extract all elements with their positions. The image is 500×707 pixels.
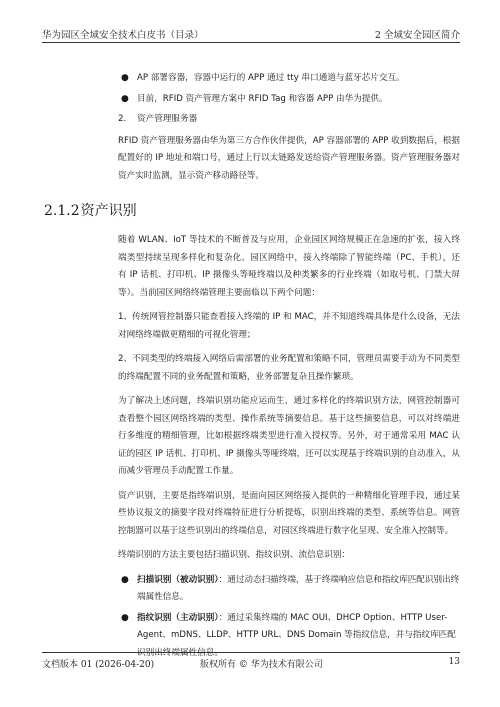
- list-item: [118, 610, 460, 663]
- method-name: 扫描识别（被动识别）: [137, 574, 219, 585]
- page-footer: [42, 657, 460, 671]
- footer-doc-version: 文档版本 01 (2026-04-20): [42, 660, 155, 670]
- header-divider: [42, 42, 460, 43]
- numbered-item: [118, 111, 460, 129]
- top-bullet-list: [118, 70, 460, 108]
- method-description: ：通过采集终端的 MAC OUI、DHCP Option、HTTP User-Agent、mDNS、LLDP、HTTP URL、DNS Domain 等指纹信息，并与指纹库匹配识别出终端属性信息。: [137, 612, 456, 658]
- section-heading: [44, 201, 460, 221]
- paragraph-asset-identification: 资产识别，主要是指终端识别，是面向园区网络接入提供的一种精细化管理手段，通过某些协议报文的摘要字段对终端特征进行分析提炼，识别出终端的类型、系统等信息。网管控制器可以基于这些识别出的终端信息，对园区终端进行数字化呈现、安全准入控制等。: [118, 490, 460, 536]
- section-number: 2.1.2: [44, 203, 80, 219]
- paragraph-problem-1: 1、传统网管控制器只能查看接入终端的 IP 和 MAC，并不知道终端具体是什么设备，无法对网络终端做更精细的可视化管理；: [118, 312, 460, 340]
- paragraph-methods-intro: 终端识别的方法主要包括扫描识别、指纹识别、流信息识别：: [118, 550, 351, 560]
- method-description: ：通过动态扫描终端，基于终端响应信息和指纹库匹配识别出终端属性信息。: [137, 574, 460, 602]
- list-item: [118, 572, 460, 607]
- item-number: 2.: [118, 114, 127, 124]
- bullet-icon: ●: [121, 73, 129, 83]
- header-doc-title: 华为园区全域安全技术白皮书（目录）: [42, 30, 204, 41]
- paragraph-solution: 为了解决上述问题，终端识别功能应运而生，通过多样化的终端识别方法，网管控制器可查看整个园区网络终端的类型、操作系统等摘要信息。基于这些摘要信息，可以对终端进行多维度的精细管理，比如根据终端类型进行准入授权等。另外，对于通常采用 MAC 认证的园区 IP 话机、打印机、IP 摄像头等哑终端，还可以实现基于终端识别的自动准入，从而减少管理员手动配置工作量。: [118, 396, 460, 476]
- method-list: [118, 572, 460, 663]
- page-content: [44, 70, 460, 665]
- bullet-icon: ●: [121, 574, 129, 585]
- bullet-text: 目前，RFID 资产管理方案中 RFID Tag 和容器 APP 由华为提供。: [137, 93, 388, 104]
- footer-page-number: 13: [448, 657, 460, 667]
- paragraph-problem-2: 2、不同类型的终端接入网络后需部署的业务配置和策略不同，管理员需要手动为不同类型的终端配置不同的业务配置和策略，业务部署复杂且操作繁琐。: [118, 354, 460, 382]
- footer-copyright: 版权所有 © 华为技术有限公司: [200, 660, 323, 670]
- header-chapter-title: 2 全域安全园区简介: [374, 30, 460, 41]
- paragraph-server: RFID 资产管理服务器由华为第三方合作伙伴提供，AP 容器部署的 APP 收到数据后，根据配置好的 IP 地址和端口号，通过上行以太链路发送给资产管理服务器。资产管理服务器对资产实时监测，显示资产移动路径等。: [118, 135, 460, 181]
- list-item: [118, 70, 460, 88]
- method-name: 指纹识别（主动识别）: [137, 612, 219, 623]
- paragraph-intro: 随着 WLAN、IoT 等技术的不断普及与应用，企业园区网络规模正在急速的扩张，接入终端类型持续呈现多样化和复杂化。园区网络中，接入终端除了智能终端（PC、手机），还有 IP 话机、打印机、IP 摄像头等哑终端以及种类繁多的行业终端（如取号机、门禁大屏等）。当前园区网络终端管理主要面临以下两个问题：: [118, 235, 460, 298]
- bullet-text: AP 部署容器，容器中运行的 APP 通过 tty 串口通道与蓝牙芯片交互。: [137, 73, 405, 83]
- item-title: 资产管理服务器: [137, 114, 198, 124]
- page-header: [42, 27, 460, 43]
- list-item: [118, 91, 460, 109]
- bullet-icon: ●: [121, 612, 129, 623]
- bullet-icon: ●: [121, 93, 129, 104]
- section-title: 资产识别: [80, 203, 137, 219]
- footer-divider: [42, 652, 460, 653]
